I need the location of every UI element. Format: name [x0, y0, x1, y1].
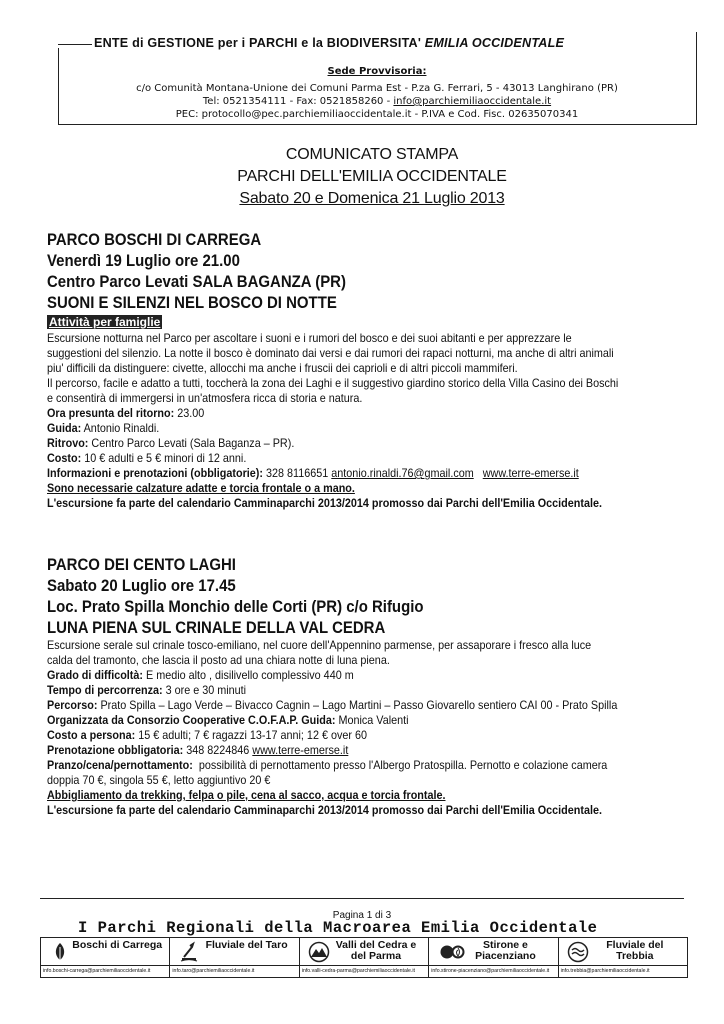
parks-strip	[40, 937, 688, 978]
guide-label: Guida:	[47, 421, 82, 435]
info-phone: 328 8116651	[266, 466, 329, 480]
shoes-note: Sono necessarie calzature adatte e torcia frontale o a mano.	[47, 481, 355, 495]
letterhead-rule	[58, 44, 92, 45]
sede-title: Sede Provvisoria:	[327, 66, 427, 77]
comunicato-title: COMUNICATO STAMPA	[285, 146, 459, 163]
event-cento-laghi	[47, 554, 687, 818]
return-time	[47, 406, 623, 421]
park-cedra-parma	[300, 938, 429, 977]
info-booking	[47, 466, 623, 481]
route	[47, 698, 623, 713]
meal-label: Pranzo/cena/pernottamento:	[47, 758, 193, 772]
page-number: Pagina 1 di 3	[332, 910, 392, 921]
address-line: c/o Comunità Montana-Unione dei Comuni Parma Est - P.za G. Ferrari, 5 - 43013 Langhirano (PR)	[136, 83, 618, 94]
footer-title: I Parchi Regionali della Macroarea Emilia Occidentale	[78, 919, 598, 937]
comunicato-dates: Sabato 20 e Domenica 21 Luglio 2013	[239, 190, 505, 207]
park-taro	[170, 938, 299, 977]
event-date: Venerdì 19 Luglio ore 21.00	[47, 251, 240, 270]
return-label: Ora presunta del ritorno:	[47, 406, 175, 420]
park-email[interactable]: info.valli-cedra-parma@parchiemiliaoccidentale.it	[300, 965, 428, 977]
meeting-point	[47, 436, 623, 451]
guide-value: Monica Valenti	[338, 713, 409, 727]
cost-value: 15 € adulti; 7 € ragazzi 13-17 anni; 12 € over 60	[138, 728, 367, 742]
park-email[interactable]: info.taro@parchiemiliaoccidentale.it	[170, 965, 298, 977]
cost-label: Costo a persona:	[47, 728, 136, 742]
leaf-icon	[49, 941, 71, 963]
difficulty-value: E medio alto , disilivello complessivo 440 m	[146, 668, 354, 682]
calendar-note: L'escursione fa parte del calendario Camminaparchi 2013/2014 promosso dai Parchi dell'Emilia Occidentale.	[47, 496, 602, 510]
event-title: SUONI E SILENZI NEL BOSCO DI NOTTE	[47, 293, 337, 312]
event-place: Loc. Prato Spilla Monchio delle Corti (PR) c/o Rifugio	[47, 597, 424, 616]
organizer	[47, 713, 623, 728]
calendar-note: L'escursione fa parte del calendario Camminaparchi 2013/2014 promosso dai Parchi dell'Emilia Occidentale.	[47, 803, 602, 817]
guide	[47, 421, 623, 436]
meet-value: Centro Parco Levati (Sala Baganza – PR).	[91, 436, 295, 450]
park-name: Fluviale del Taro	[205, 939, 288, 951]
park-email[interactable]: info.boschi-carrega@parchiemiliaoccidentale.it	[41, 965, 169, 977]
time-value: 3 ore e 30 minuti	[165, 683, 247, 697]
email-link[interactable]: info@parchiemiliaoccidentale.it	[393, 96, 552, 107]
river-icon	[567, 941, 589, 963]
heron-icon	[178, 941, 200, 963]
meal-value: possibilità di pernottamento presso l'Albergo Pratospilla. Pernotto e colazione camera	[198, 758, 608, 772]
event-description-line: piu' difficili da distinguere: civette, allocchi ma anche i fruscii dei caprioli e di altri piccoli mammiferi.	[47, 361, 518, 375]
booking-phone: 348 8224846	[186, 743, 250, 757]
route-value: Prato Spilla – Lago Verde – Bivacco Cagnin – Lago Martini – Passo Giovarello sentiero CAI 00 - Prato Spilla	[100, 698, 618, 712]
event-description-line: calda del tramonto, che lascia il posto ad una chiara notte di luna piena.	[47, 653, 390, 667]
info-web-link[interactable]: www.terre-emerse.it	[482, 466, 579, 480]
park-stirone-piacenziano	[429, 938, 558, 977]
pec-line: PEC: protocollo@pec.parchiemiliaoccidentale.it - P.IVA e Cod. Fisc. 02635070341	[175, 109, 579, 120]
booking-web-link[interactable]: www.terre-emerse.it	[252, 743, 349, 757]
park-trebbia	[559, 938, 687, 977]
accommodation-prices: doppia 70 €, singola 55 €, letto aggiuntivo 20 €	[47, 773, 271, 787]
park-email[interactable]: info.trebbia@parchiemiliaoccidentale.it	[559, 965, 687, 977]
event-description-line: Escursione serale sul crinale tosco-emiliano, nel cuore dell'Appennino parmense, per assaporare i fresco alla luce	[47, 638, 592, 652]
info-email-link[interactable]: antonio.rinaldi.76@gmail.com	[331, 466, 474, 480]
park-name: Stirone e Piacenziano	[475, 939, 536, 962]
event-description-line: Escursione notturna nel Parco per ascoltare i suoni e i rumori del bosco e dei suoi abitanti e per apprezzare le	[47, 331, 572, 345]
cost	[47, 728, 623, 743]
difficulty-label: Grado di difficoltà:	[47, 668, 144, 682]
comunicato-subtitle: PARCHI DELL'EMILIA OCCIDENTALE	[237, 168, 507, 185]
difficulty	[47, 668, 623, 683]
tel-fax: Tel: 0521354111 - Fax: 0521858260 -	[202, 96, 391, 107]
cost-label: Costo:	[47, 451, 82, 465]
walking-time	[47, 683, 623, 698]
guide-value: Antonio Rinaldi.	[83, 421, 160, 435]
booking	[47, 743, 623, 758]
event-description-line: e consentirà di immergersi in un'atmosfera ricca di storia e natura.	[47, 391, 363, 405]
event-place: Centro Parco Levati SALA BAGANZA (PR)	[47, 272, 346, 291]
event-boschi-carrega	[47, 229, 687, 511]
route-label: Percorso:	[47, 698, 98, 712]
meet-label: Ritrovo:	[47, 436, 89, 450]
cost-value: 10 € adulti e 5 € minori di 12 anni.	[84, 451, 247, 465]
event-title: LUNA PIENA SUL CRINALE DELLA VAL CEDRA	[47, 618, 386, 637]
park-name: Valli del Cedra e del Parma	[335, 939, 417, 962]
cost	[47, 451, 623, 466]
clothing-note: Abbigliamento da trekking, felpa o pile, cena al sacco, acqua e torcia frontale.	[47, 788, 446, 802]
org-region: EMILIA OCCIDENTALE	[424, 36, 565, 50]
park-name: Boschi di Carrega	[72, 939, 163, 951]
booking-label: Prenotazione obbligatoria:	[47, 743, 184, 757]
family-tag: Attività per famiglie	[49, 315, 161, 329]
org-name-text: ENTE di GESTIONE per i PARCHI e la BIODIVERSITA'	[94, 36, 422, 50]
organizer-label: Organizzata da Consorzio Cooperative C.O.F.A.P.	[47, 713, 299, 727]
footer-divider	[40, 898, 684, 899]
event-date: Sabato 20 Luglio ore 17.45	[47, 576, 236, 595]
park-email[interactable]: info.stirone-piacenziano@parchiemiliaoccidentale.it	[429, 965, 557, 977]
mountain-icon	[308, 941, 330, 963]
event-park: PARCO BOSCHI DI CARREGA	[47, 230, 262, 249]
event-description-line: suggestioni del silenzio. La notte il bosco è dominato dai versi e dai rumori dei rapaci notturni, ma anche di altri animali	[47, 346, 614, 360]
tel-fax-line	[58, 96, 696, 107]
return-value: 23.00	[177, 406, 205, 420]
letterhead	[58, 32, 697, 125]
event-description-line: Il percorso, facile e adatto a tutti, toccherà la zona dei Laghi e il suggestivo giardino storico della Villa Casino dei Boschi	[47, 376, 619, 390]
accommodation	[47, 758, 623, 773]
time-label: Tempo di percorrenza:	[47, 683, 163, 697]
park-name: Fluviale del Trebbia	[606, 939, 664, 962]
park-boschi-carrega	[41, 938, 170, 977]
event-park: PARCO DEI CENTO LAGHI	[47, 555, 236, 574]
guide-label: Guida:	[301, 713, 336, 727]
org-name	[94, 36, 564, 50]
info-label: Informazioni e prenotazioni (obbligatorie):	[47, 466, 263, 480]
